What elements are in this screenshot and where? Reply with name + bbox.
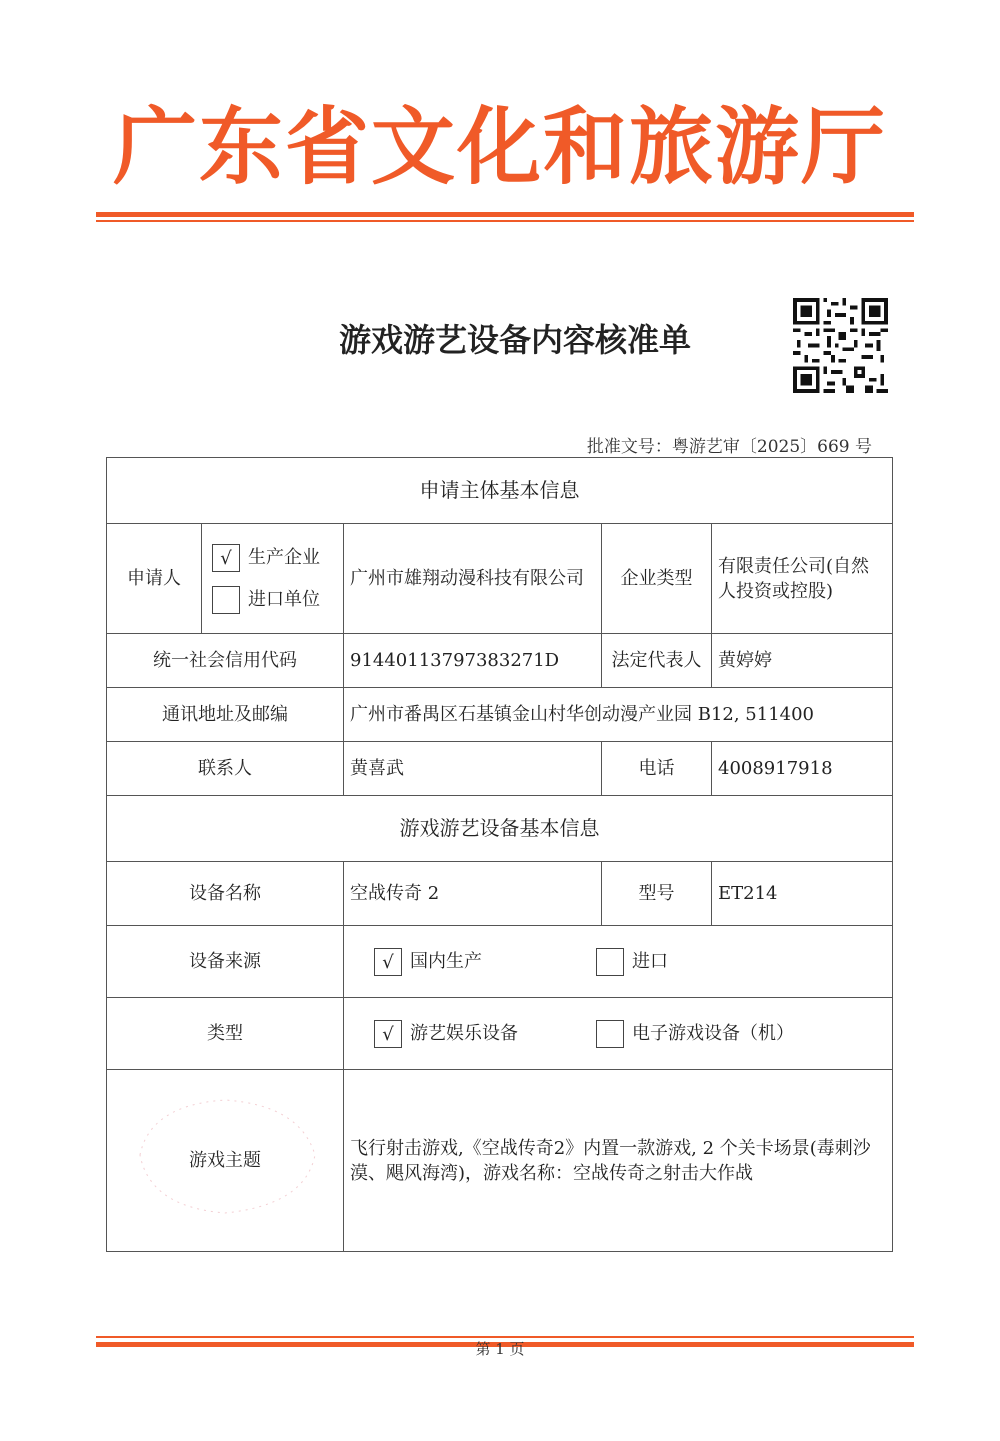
approval-number: 批准文号：粤游艺审〔2025〕669 号: [586, 437, 872, 457]
game-theme-label: 游戏主题: [107, 1070, 344, 1252]
device-section-header-row: [107, 796, 893, 862]
document-title: 游戏游艺设备内容核准单: [338, 321, 691, 359]
approval-form-table: [106, 457, 893, 1252]
address-label: 通讯地址及邮编: [107, 688, 344, 742]
applicant-type-options: [202, 524, 344, 634]
model-value: ET214: [712, 862, 893, 926]
qr-code: [793, 298, 888, 393]
company-type-label: 企业类型: [602, 524, 712, 634]
device-type-row: [107, 998, 893, 1070]
address-row: [107, 688, 893, 742]
device-name-row: [107, 862, 893, 926]
amusement-checkbox[interactable]: √: [374, 1020, 402, 1048]
producer-label: 生产企业: [248, 547, 320, 568]
agency-header-title: 广东省文化和旅游厅: [112, 97, 887, 196]
applicant-label: 申请人: [107, 524, 202, 634]
model-label: 型号: [602, 862, 712, 926]
address-value: 广州市番禺区石基镇金山村华创动漫产业园 B12, 511400: [344, 688, 893, 742]
legal-rep-value: 黄婷婷: [712, 634, 893, 688]
device-type-label: 类型: [107, 998, 344, 1070]
page-number: 第 1 页: [475, 1340, 525, 1358]
company-name: 广州市雄翔动漫科技有限公司: [344, 524, 602, 634]
phone-value: 4008917918: [712, 742, 893, 796]
credit-code-label: 统一社会信用代码: [107, 634, 344, 688]
importer-checkbox[interactable]: [212, 586, 240, 614]
legal-rep-label: 法定代表人: [602, 634, 712, 688]
device-section-heading: 游戏游艺设备基本信息: [107, 796, 893, 862]
device-source-options: [344, 926, 893, 998]
domestic-label: 国内生产: [410, 951, 482, 972]
game-theme-value: 飞行射击游戏,《空战传奇2》内置一款游戏, 2 个关卡场景(毒刺沙漠、飓风海湾)，游戏名称：空战传奇之射击大作战: [344, 1070, 893, 1252]
import-checkbox[interactable]: [596, 948, 624, 976]
contact-label: 联系人: [107, 742, 344, 796]
device-type-options: [344, 998, 893, 1070]
phone-label: 电话: [602, 742, 712, 796]
device-name-value: 空战传奇 2: [344, 862, 602, 926]
game-theme-row: [107, 1070, 893, 1252]
contact-value: 黄喜武: [344, 742, 602, 796]
amusement-label: 游艺娱乐设备: [410, 1023, 518, 1044]
importer-label: 进口单位: [248, 589, 320, 610]
producer-checkbox[interactable]: √: [212, 544, 240, 572]
import-label: 进口: [632, 951, 668, 972]
section-header-row: [107, 458, 893, 524]
applicant-row: [107, 524, 893, 634]
applicant-section-heading: 申请主体基本信息: [107, 458, 893, 524]
electronic-game-label: 电子游戏设备（机）: [632, 1023, 794, 1044]
electronic-game-checkbox[interactable]: [596, 1020, 624, 1048]
credit-code-row: [107, 634, 893, 688]
company-type-value: 有限责任公司(自然人投资或控股): [712, 524, 893, 634]
device-name-label: 设备名称: [107, 862, 344, 926]
contact-row: [107, 742, 893, 796]
device-source-label: 设备来源: [107, 926, 344, 998]
device-source-row: [107, 926, 893, 998]
domestic-checkbox[interactable]: √: [374, 948, 402, 976]
credit-code-value: 91440113797383271D: [344, 634, 602, 688]
